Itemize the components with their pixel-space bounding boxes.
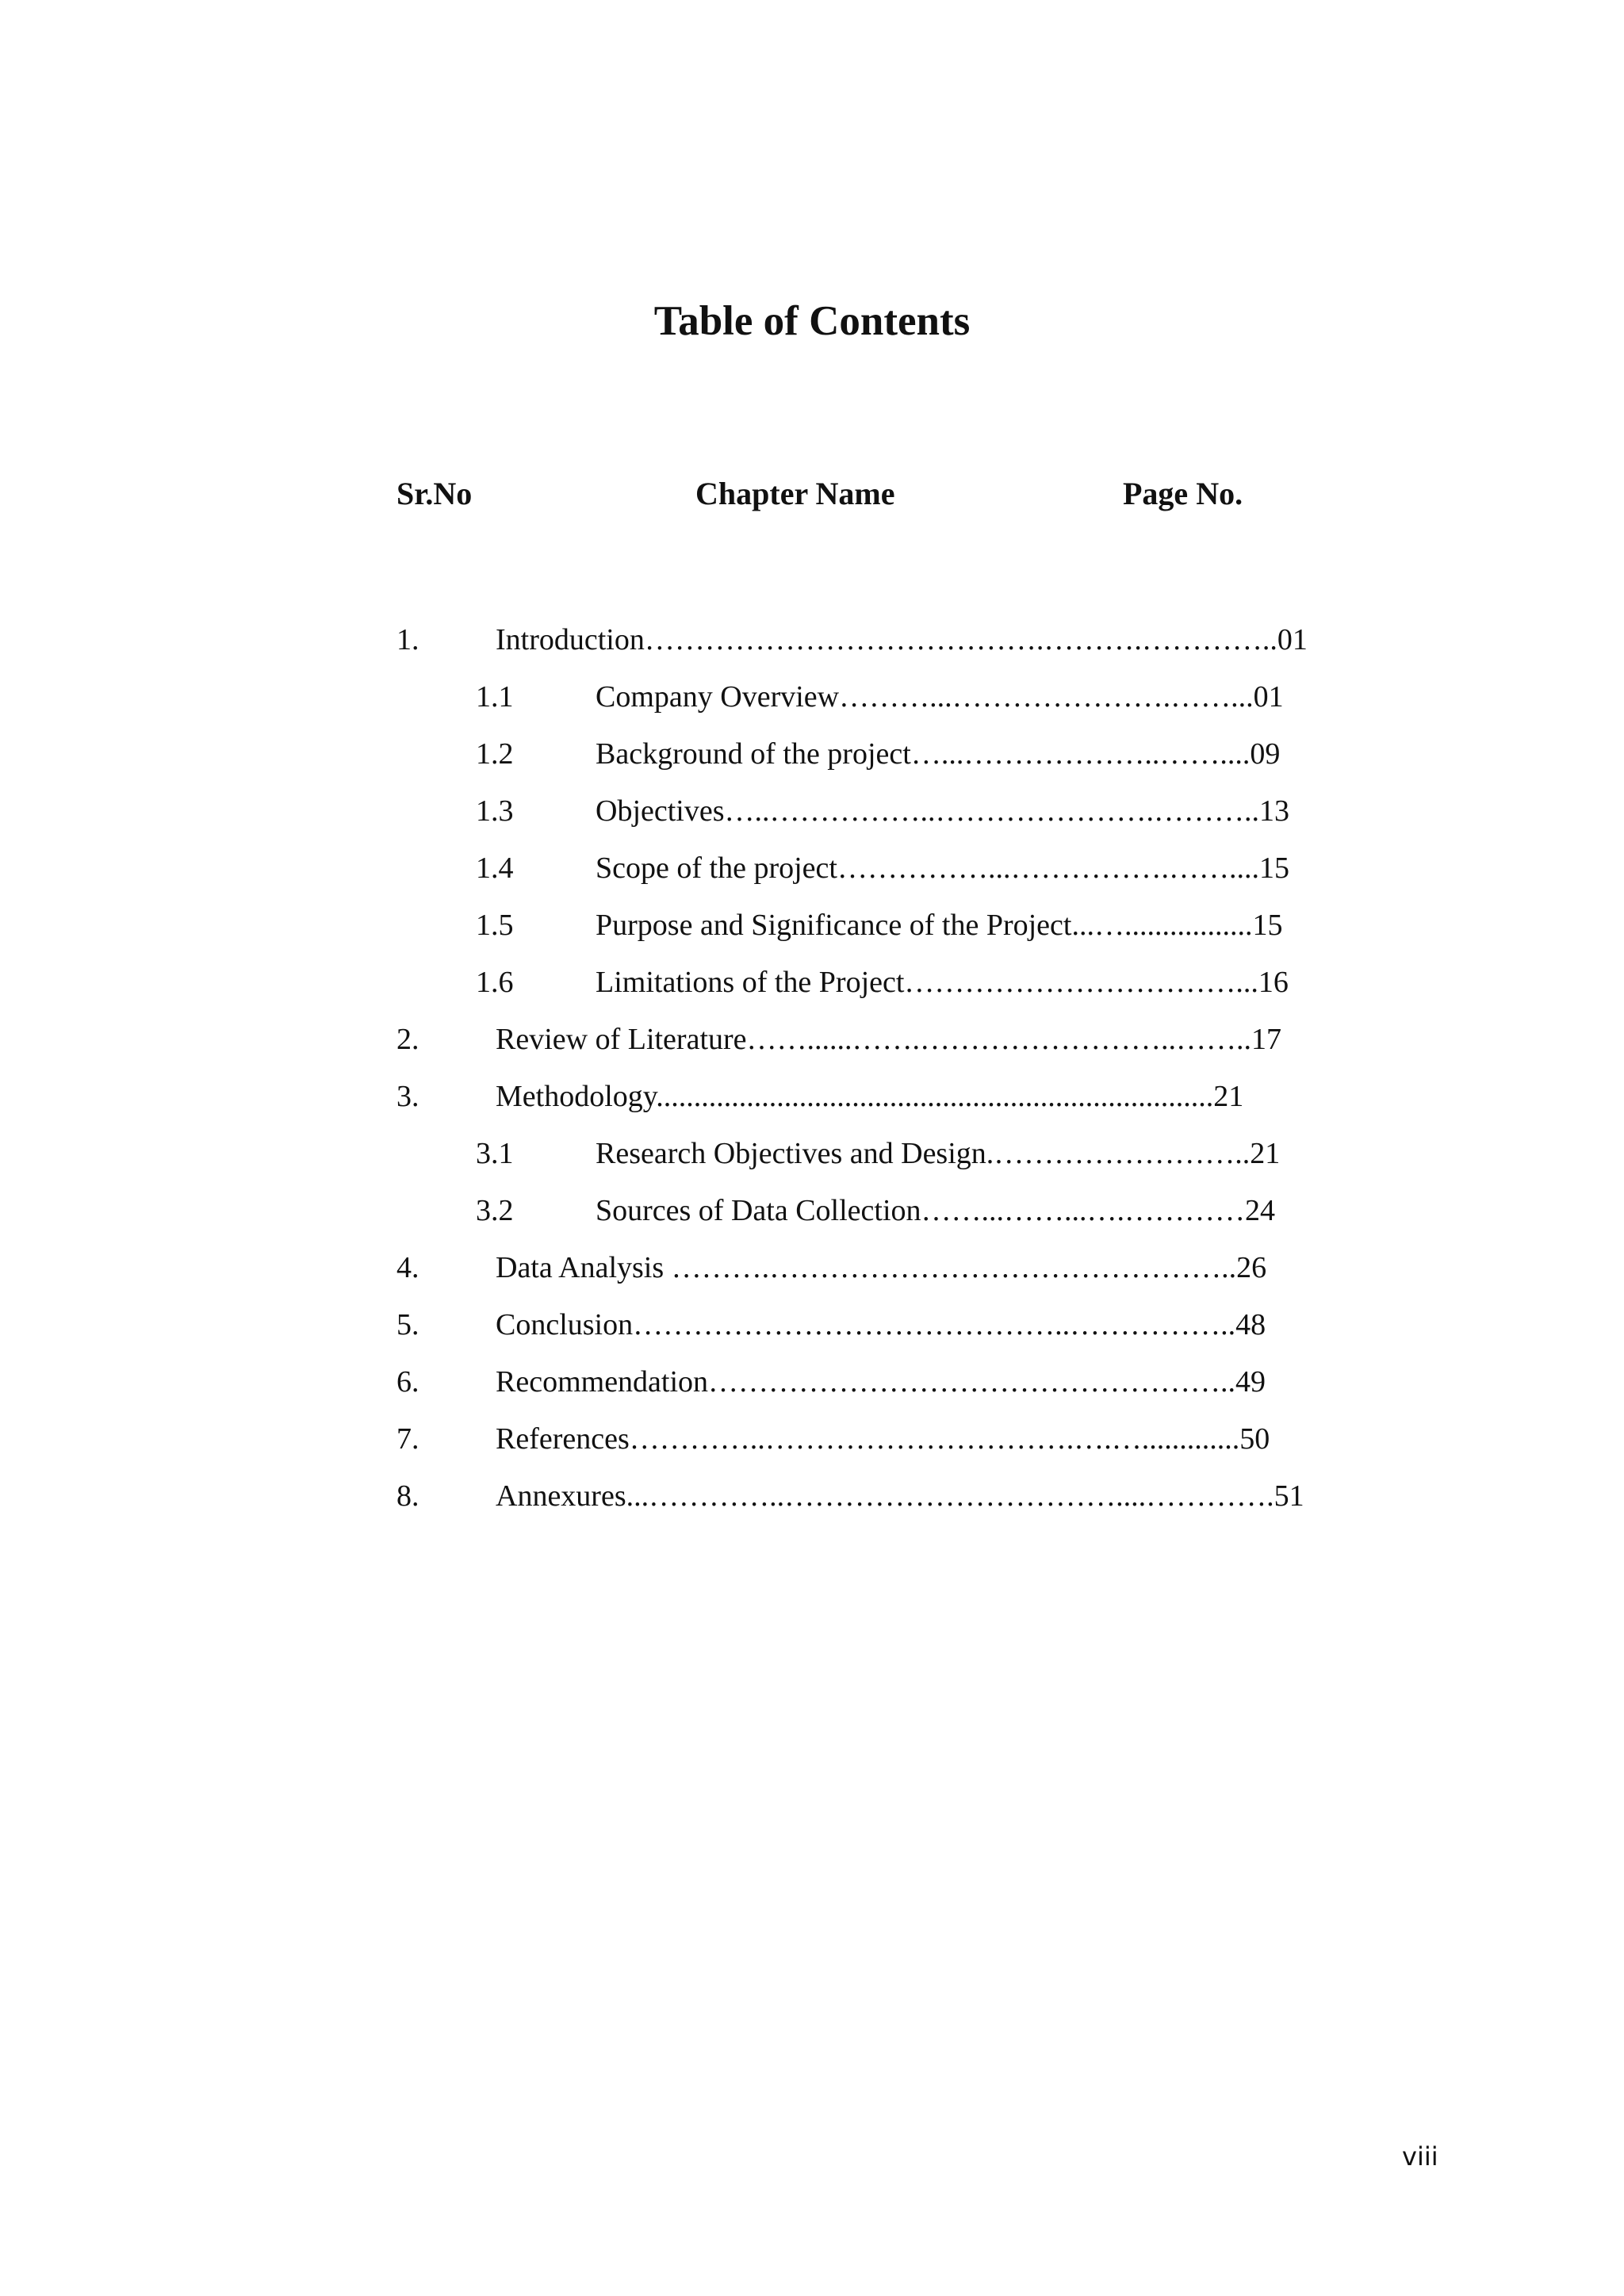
toc-entry-title: Purpose and Significance of the Project...….................15 xyxy=(596,909,1283,942)
toc-entry-title: Data Analysis ……….………………………………………..26 xyxy=(496,1251,1267,1284)
toc-entry-title: Methodology..........................................................................21 xyxy=(496,1080,1244,1113)
header-chapter-name: Chapter Name xyxy=(695,476,895,511)
toc-entry xyxy=(0,1305,1624,1362)
toc-entry-title: Limitations of the Project……………………………...16 xyxy=(596,966,1289,999)
toc-entry-title: Recommendation……………………………………………..49 xyxy=(496,1365,1266,1399)
toc-entry-number: 1. xyxy=(396,623,419,656)
toc-entry xyxy=(0,1419,1624,1476)
toc-entry-number: 1.4 xyxy=(476,851,514,885)
toc-entry-title: References…………..………………………….….….............50 xyxy=(496,1422,1270,1456)
toc-entry-number: 4. xyxy=(396,1251,419,1284)
toc-entry xyxy=(0,620,1624,677)
toc-entry-title: Background of the project…...………………..……....09 xyxy=(596,737,1281,771)
toc-entry xyxy=(0,1362,1624,1419)
toc-entry-number: 3.1 xyxy=(476,1137,514,1170)
toc-entry xyxy=(0,791,1624,848)
toc-entry xyxy=(0,1077,1624,1134)
toc-entry-number: 5. xyxy=(396,1308,419,1341)
toc-entry xyxy=(0,962,1624,1020)
toc-entry-title: Company Overview………...………………….……...01 xyxy=(596,680,1284,714)
toc-entry-number: 1.5 xyxy=(476,909,514,942)
toc-entry xyxy=(0,677,1624,734)
toc-entry-title: Annexures...…………..……………………………....………….51 xyxy=(496,1479,1304,1513)
toc-entry xyxy=(0,1476,1624,1533)
toc-entry xyxy=(0,1134,1624,1191)
toc-entry-title: Conclusion……………………………………..……………..48 xyxy=(496,1308,1266,1341)
toc-entry xyxy=(0,848,1624,905)
toc-entry xyxy=(0,1248,1624,1305)
toc-entry-number: 1.3 xyxy=(476,794,514,828)
header-page-no: Page No. xyxy=(1123,476,1243,511)
toc-entry xyxy=(0,905,1624,962)
toc-entry-number: 3.2 xyxy=(476,1194,514,1227)
page-title: Table of Contents xyxy=(653,298,971,344)
toc-entry-number: 7. xyxy=(396,1422,419,1456)
toc-entry-number: 1.1 xyxy=(476,680,514,714)
toc-entry-title: Scope of the project……………...…………….……....15 xyxy=(596,851,1289,885)
toc-entry-title: Research Objectives and Design.……………………..21 xyxy=(596,1137,1281,1170)
toc-entry-number: 3. xyxy=(396,1080,419,1113)
toc-entry-number: 1.2 xyxy=(476,737,514,771)
page-number: viii xyxy=(1402,2141,1438,2172)
toc-entry-title: Review of Literature……......…….……………………..……..17 xyxy=(496,1023,1282,1056)
header-sr-no: Sr.No xyxy=(396,476,473,511)
toc-entry-title: Objectives…..……………..………………….………..13 xyxy=(596,794,1290,828)
toc-entry xyxy=(0,1191,1624,1248)
toc-entry-number: 8. xyxy=(396,1479,419,1513)
toc-entry-number: 2. xyxy=(396,1023,419,1056)
toc-entry-number: 1.6 xyxy=(476,966,514,999)
toc-entry xyxy=(0,734,1624,791)
toc-entry-title: Introduction………………………………….……….…………..01 xyxy=(496,623,1308,656)
toc-entry-title: Sources of Data Collection……...……...….…………24 xyxy=(596,1194,1276,1227)
toc-entry xyxy=(0,1020,1624,1077)
toc-entry-number: 6. xyxy=(396,1365,419,1399)
